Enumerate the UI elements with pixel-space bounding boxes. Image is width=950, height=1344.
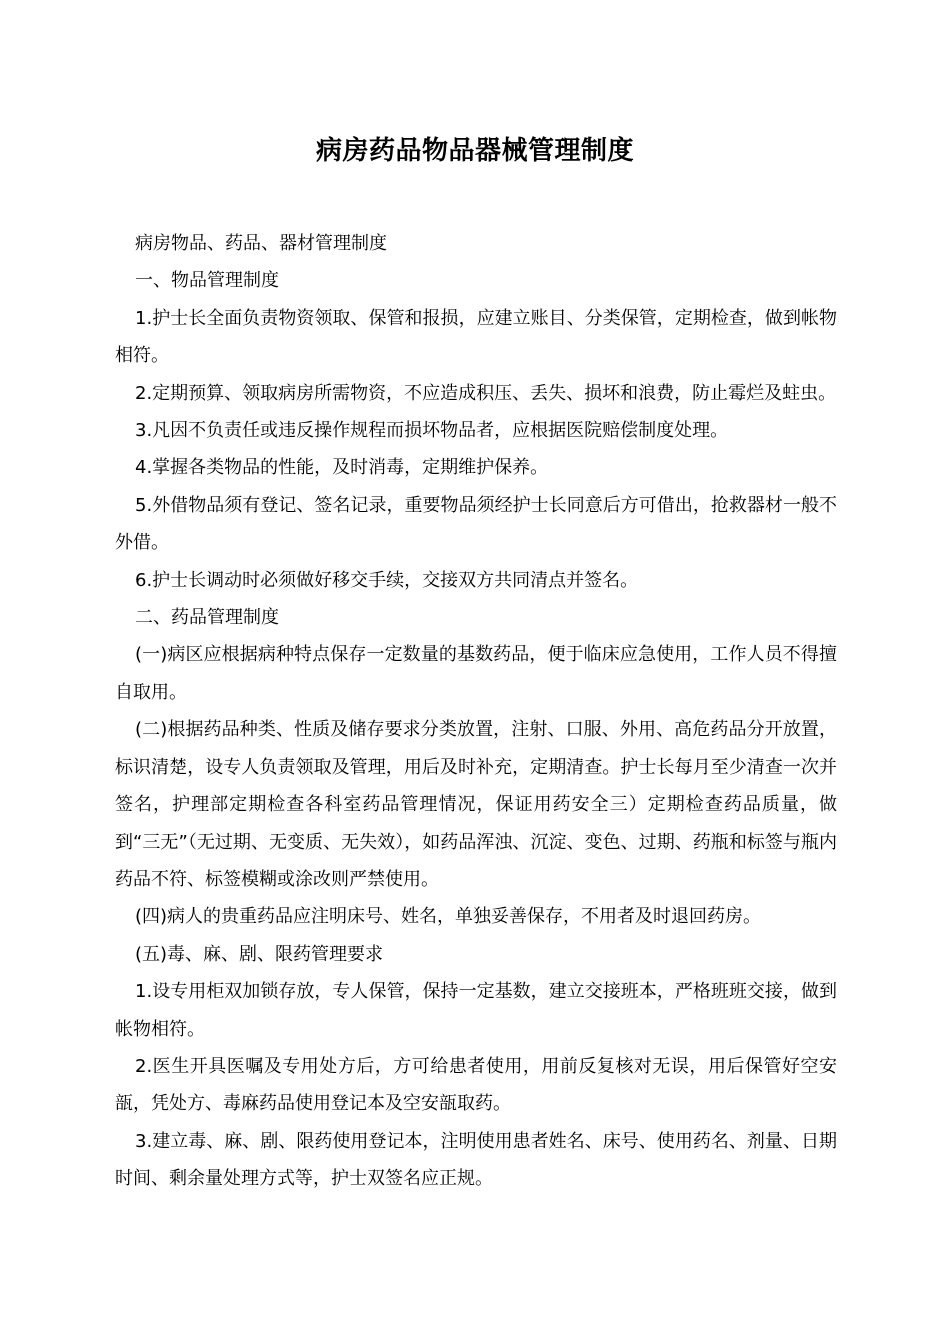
drug-rule-4: (四)病人的贵重药品应注明床号、姓名，单独妥善保存，不用者及时退回药房。 xyxy=(135,906,762,928)
drug-rule-2: (二)根据药品种类、性质及储存要求分类放置，注射、口服、外用、高危药品分开放置，标识清楚，设专人负责领取及管理，用后及时补充，定期清查。护士长每月至少清查一次并签名，护理部定期检查各科室药品管理情况，保证用药安全三）定期检查药品质量，做到“三无”（无过期、无变质、无失效），如药品浑浊、沉淀、变色、过期、药瓶和标签与瓶内药品不符、标签模糊或涂改则严禁使用。 xyxy=(115,719,837,890)
item-rule-1: 1.护士长全面负责物资领取、保管和报损，应建立账目、分类保管，定期检查，做到帐物相符。 xyxy=(115,307,837,367)
controlled-drug-rule-3: 3.建立毒、麻、剧、限药使用登记本，注明使用患者姓名、床号、使用药名、剂量、日期时间、剩余量处理方式等，护士双签名应正规。 xyxy=(115,1130,837,1190)
item-rule-6: 6.护士长调动时必须做好移交手续，交接双方共同清点并签名。 xyxy=(135,569,639,591)
section-heading-main: 病房物品、药品、器材管理制度 xyxy=(135,233,387,254)
item-rule-5: 5.外借物品须有登记、签名记录，重要物品须经护士长同意后方可借出，抢救器材一般不外借。 xyxy=(115,494,837,554)
document-title: 病房药品物品器械管理制度 xyxy=(315,136,634,166)
item-rule-2: 2.定期预算、领取病房所需物资，不应造成积压、丢失、损坏和浪费，防止霉烂及蛀虫。 xyxy=(135,382,837,404)
document-body xyxy=(115,225,837,1198)
section-heading-items: 一、物品管理制度 xyxy=(135,270,279,292)
controlled-drug-rule-2: 2.医生开具医嘱及专用处方后，方可给患者使用，用前反复核对无误，用后保管好空安瓿，凭处方、毒麻药品使用登记本及空安瓿取药。 xyxy=(115,1055,837,1115)
drug-rule-1: (一)病区应根据病种特点保存一定数量的基数药品，便于临床应急使用，工作人员不得擅自取用。 xyxy=(115,644,837,703)
drug-rule-5: (五)毒、麻、剧、限药管理要求 xyxy=(135,943,384,965)
section-heading-drugs: 二、药品管理制度 xyxy=(135,607,279,629)
item-rule-4: 4.掌握各类物品的性能，及时消毒，定期维护保养。 xyxy=(135,457,549,479)
item-rule-3: 3.凡因不负责任或违反操作规程而损坏物品者，应根据医院赔偿制度处理。 xyxy=(135,420,729,442)
controlled-drug-rule-1: 1.设专用柜双加锁存放，专人保管，保持一定基数，建立交接班本，严格班班交接，做到帐物相符。 xyxy=(115,981,837,1040)
